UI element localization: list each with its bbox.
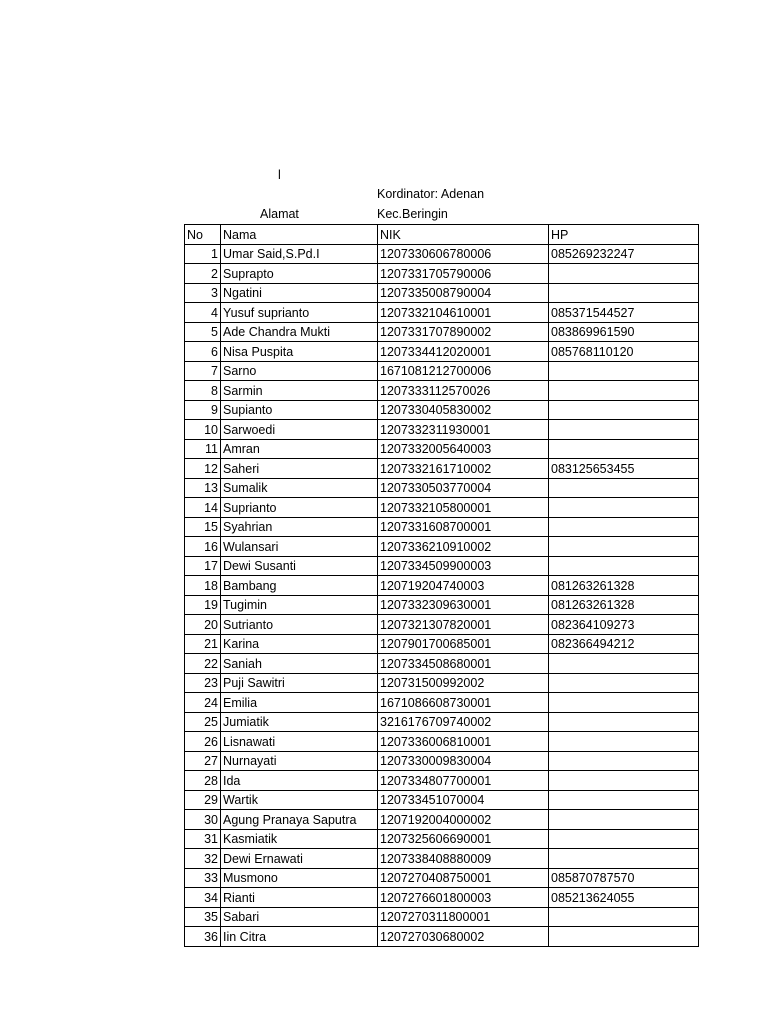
table-row [185, 556, 699, 576]
cell-nik: 1207331707890002 [378, 322, 549, 342]
cell-nik: 1207325606690001 [378, 829, 549, 849]
table-row [185, 244, 699, 264]
cell-no: 29 [185, 790, 221, 810]
cell-nik: 3216176709740002 [378, 712, 549, 732]
table-row [185, 771, 699, 791]
table-header-row [185, 225, 699, 245]
table-row [185, 693, 699, 713]
cell-hp [549, 751, 699, 771]
cell-nama: Umar Said,S.Pd.I [221, 244, 378, 264]
table-row [185, 810, 699, 830]
cell-nama: Kasmiatik [221, 829, 378, 849]
cell-hp [549, 810, 699, 830]
table-row [185, 634, 699, 654]
column-header-nik: NIK [378, 225, 549, 245]
cell-hp: 083125653455 [549, 459, 699, 479]
cell-nama: Musmono [221, 868, 378, 888]
table-row [185, 439, 699, 459]
table-row [185, 459, 699, 479]
cell-no: 18 [185, 576, 221, 596]
cell-hp: 082366494212 [549, 634, 699, 654]
table-row [185, 420, 699, 440]
cell-hp [549, 829, 699, 849]
cell-hp [549, 712, 699, 732]
cell-hp: 085213624055 [549, 888, 699, 908]
cell-no: 31 [185, 829, 221, 849]
cell-nama: Yusuf suprianto [221, 303, 378, 323]
cell-nik: 1207334807700001 [378, 771, 549, 791]
coordinator-label: Kordinator: Adenan [377, 187, 485, 201]
cell-nik: 1207331608700001 [378, 517, 549, 537]
cell-nama: Sarwoedi [221, 420, 378, 440]
cell-nama: Wulansari [221, 537, 378, 557]
table-row [185, 888, 699, 908]
cell-hp [549, 907, 699, 927]
cell-nik: 1207332105800001 [378, 498, 549, 518]
table-row [185, 595, 699, 615]
cell-nik: 1207330503770004 [378, 478, 549, 498]
cell-nama: Sarmin [221, 381, 378, 401]
cell-nik: 1207901700685001 [378, 634, 549, 654]
table-row [185, 654, 699, 674]
cell-hp [549, 478, 699, 498]
table-row [185, 537, 699, 557]
table-row [185, 907, 699, 927]
cell-hp [549, 381, 699, 401]
table-row [185, 790, 699, 810]
cell-nama: Wartik [221, 790, 378, 810]
cell-hp [549, 654, 699, 674]
cell-nama: Karina [221, 634, 378, 654]
cell-hp [549, 673, 699, 693]
cell-hp: 085870787570 [549, 868, 699, 888]
cell-nik: 1207332161710002 [378, 459, 549, 479]
cell-nama: Saheri [221, 459, 378, 479]
cell-nama: Saniah [221, 654, 378, 674]
table-row [185, 712, 699, 732]
data-table [184, 224, 699, 947]
cell-hp: 085269232247 [549, 244, 699, 264]
cell-no: 23 [185, 673, 221, 693]
cell-nik: 1207331705790006 [378, 264, 549, 284]
table-row [185, 849, 699, 869]
cell-no: 4 [185, 303, 221, 323]
cell-hp [549, 693, 699, 713]
table-body [185, 225, 699, 947]
cell-nik: 1207334412020001 [378, 342, 549, 362]
cell-nik: 1207335008790004 [378, 283, 549, 303]
cell-hp [549, 264, 699, 284]
cell-no: 20 [185, 615, 221, 635]
cell-nama: Syahrian [221, 517, 378, 537]
table-row [185, 868, 699, 888]
cell-nama: Suprapto [221, 264, 378, 284]
cell-hp [549, 420, 699, 440]
cell-no: 17 [185, 556, 221, 576]
cell-nik: 120719204740003 [378, 576, 549, 596]
table-row [185, 342, 699, 362]
cell-nama: Dewi Susanti [221, 556, 378, 576]
cell-nama: Puji Sawitri [221, 673, 378, 693]
cell-nama: Suprianto [221, 498, 378, 518]
cell-no: 25 [185, 712, 221, 732]
column-header-hp: HP [549, 225, 699, 245]
cell-no: 11 [185, 439, 221, 459]
cell-hp [549, 927, 699, 947]
cell-no: 10 [185, 420, 221, 440]
cell-nama: Sabari [221, 907, 378, 927]
cell-nik: 1207330606780006 [378, 244, 549, 264]
cell-no: 8 [185, 381, 221, 401]
table-row [185, 400, 699, 420]
column-header-nama: Nama [221, 225, 378, 245]
cell-nik: 1207333112570026 [378, 381, 549, 401]
cell-nik: 1207270408750001 [378, 868, 549, 888]
cell-hp [549, 790, 699, 810]
cell-hp [549, 517, 699, 537]
cell-nama: Supianto [221, 400, 378, 420]
table-row [185, 927, 699, 947]
cell-no: 12 [185, 459, 221, 479]
cell-nama: Amran [221, 439, 378, 459]
stray-mark: l [278, 168, 281, 182]
cell-hp [549, 556, 699, 576]
cell-nama: Sumalik [221, 478, 378, 498]
table-row [185, 732, 699, 752]
cell-no: 6 [185, 342, 221, 362]
cell-no: 26 [185, 732, 221, 752]
table-row [185, 498, 699, 518]
cell-no: 27 [185, 751, 221, 771]
cell-nik: 120727030680002 [378, 927, 549, 947]
cell-nama: Agung Pranaya Saputra [221, 810, 378, 830]
cell-no: 36 [185, 927, 221, 947]
cell-nama: Ade Chandra Mukti [221, 322, 378, 342]
cell-nik: 1207332311930001 [378, 420, 549, 440]
cell-nik: 1207332309630001 [378, 595, 549, 615]
table-row [185, 381, 699, 401]
cell-hp: 081263261328 [549, 576, 699, 596]
table-row [185, 303, 699, 323]
cell-nama: Jumiatik [221, 712, 378, 732]
cell-nama: Dewi Ernawati [221, 849, 378, 869]
cell-hp [549, 283, 699, 303]
table-row [185, 615, 699, 635]
table-row [185, 517, 699, 537]
cell-nik: 1671081212700006 [378, 361, 549, 381]
cell-hp [549, 537, 699, 557]
cell-nama: Bambang [221, 576, 378, 596]
cell-nama: Sutrianto [221, 615, 378, 635]
cell-nik: 1207334508680001 [378, 654, 549, 674]
cell-nik: 1671086608730001 [378, 693, 549, 713]
cell-hp: 082364109273 [549, 615, 699, 635]
cell-nik: 1207330009830004 [378, 751, 549, 771]
cell-no: 24 [185, 693, 221, 713]
cell-nik: 1207330405830002 [378, 400, 549, 420]
cell-no: 21 [185, 634, 221, 654]
cell-no: 15 [185, 517, 221, 537]
cell-nik: 1207276601800003 [378, 888, 549, 908]
table-row [185, 673, 699, 693]
cell-nik: 120731500992002 [378, 673, 549, 693]
cell-nama: Rianti [221, 888, 378, 908]
cell-nik: 1207334509900003 [378, 556, 549, 576]
cell-hp: 085371544527 [549, 303, 699, 323]
table-row [185, 576, 699, 596]
table-row [185, 322, 699, 342]
cell-nik: 1207332005640003 [378, 439, 549, 459]
cell-nama: Emilia [221, 693, 378, 713]
cell-no: 28 [185, 771, 221, 791]
cell-hp [549, 771, 699, 791]
cell-hp [549, 400, 699, 420]
cell-no: 35 [185, 907, 221, 927]
column-header-no: No [185, 225, 221, 245]
cell-no: 30 [185, 810, 221, 830]
cell-hp [549, 439, 699, 459]
cell-hp: 083869961590 [549, 322, 699, 342]
cell-nik: 1207336210910002 [378, 537, 549, 557]
cell-hp: 081263261328 [549, 595, 699, 615]
cell-no: 33 [185, 868, 221, 888]
cell-no: 14 [185, 498, 221, 518]
cell-nik: 1207270311800001 [378, 907, 549, 927]
cell-nama: Tugimin [221, 595, 378, 615]
cell-no: 7 [185, 361, 221, 381]
table-row [185, 751, 699, 771]
cell-hp [549, 732, 699, 752]
cell-no: 3 [185, 283, 221, 303]
cell-nik: 1207338408880009 [378, 849, 549, 869]
cell-hp [549, 849, 699, 869]
cell-nama: Ida [221, 771, 378, 791]
cell-nik: 1207321307820001 [378, 615, 549, 635]
cell-nama: Nisa Puspita [221, 342, 378, 362]
address-label: Alamat [260, 207, 299, 221]
table-row [185, 361, 699, 381]
cell-nama: Sarno [221, 361, 378, 381]
cell-no: 32 [185, 849, 221, 869]
table-row [185, 264, 699, 284]
cell-nama: Nurnayati [221, 751, 378, 771]
cell-no: 22 [185, 654, 221, 674]
cell-nama: Iin Citra [221, 927, 378, 947]
cell-nama: Lisnawati [221, 732, 378, 752]
cell-no: 34 [185, 888, 221, 908]
cell-nik: 1207192004000002 [378, 810, 549, 830]
cell-no: 9 [185, 400, 221, 420]
table-row [185, 829, 699, 849]
cell-no: 5 [185, 322, 221, 342]
cell-no: 19 [185, 595, 221, 615]
table-row [185, 283, 699, 303]
cell-nik: 1207332104610001 [378, 303, 549, 323]
cell-hp: 085768110120 [549, 342, 699, 362]
cell-nama: Ngatini [221, 283, 378, 303]
cell-no: 16 [185, 537, 221, 557]
cell-hp [549, 361, 699, 381]
cell-nik: 1207336006810001 [378, 732, 549, 752]
cell-no: 1 [185, 244, 221, 264]
cell-nik: 120733451070004 [378, 790, 549, 810]
district-label: Kec.Beringin [377, 207, 448, 221]
cell-hp [549, 498, 699, 518]
cell-no: 2 [185, 264, 221, 284]
table-row [185, 478, 699, 498]
cell-no: 13 [185, 478, 221, 498]
